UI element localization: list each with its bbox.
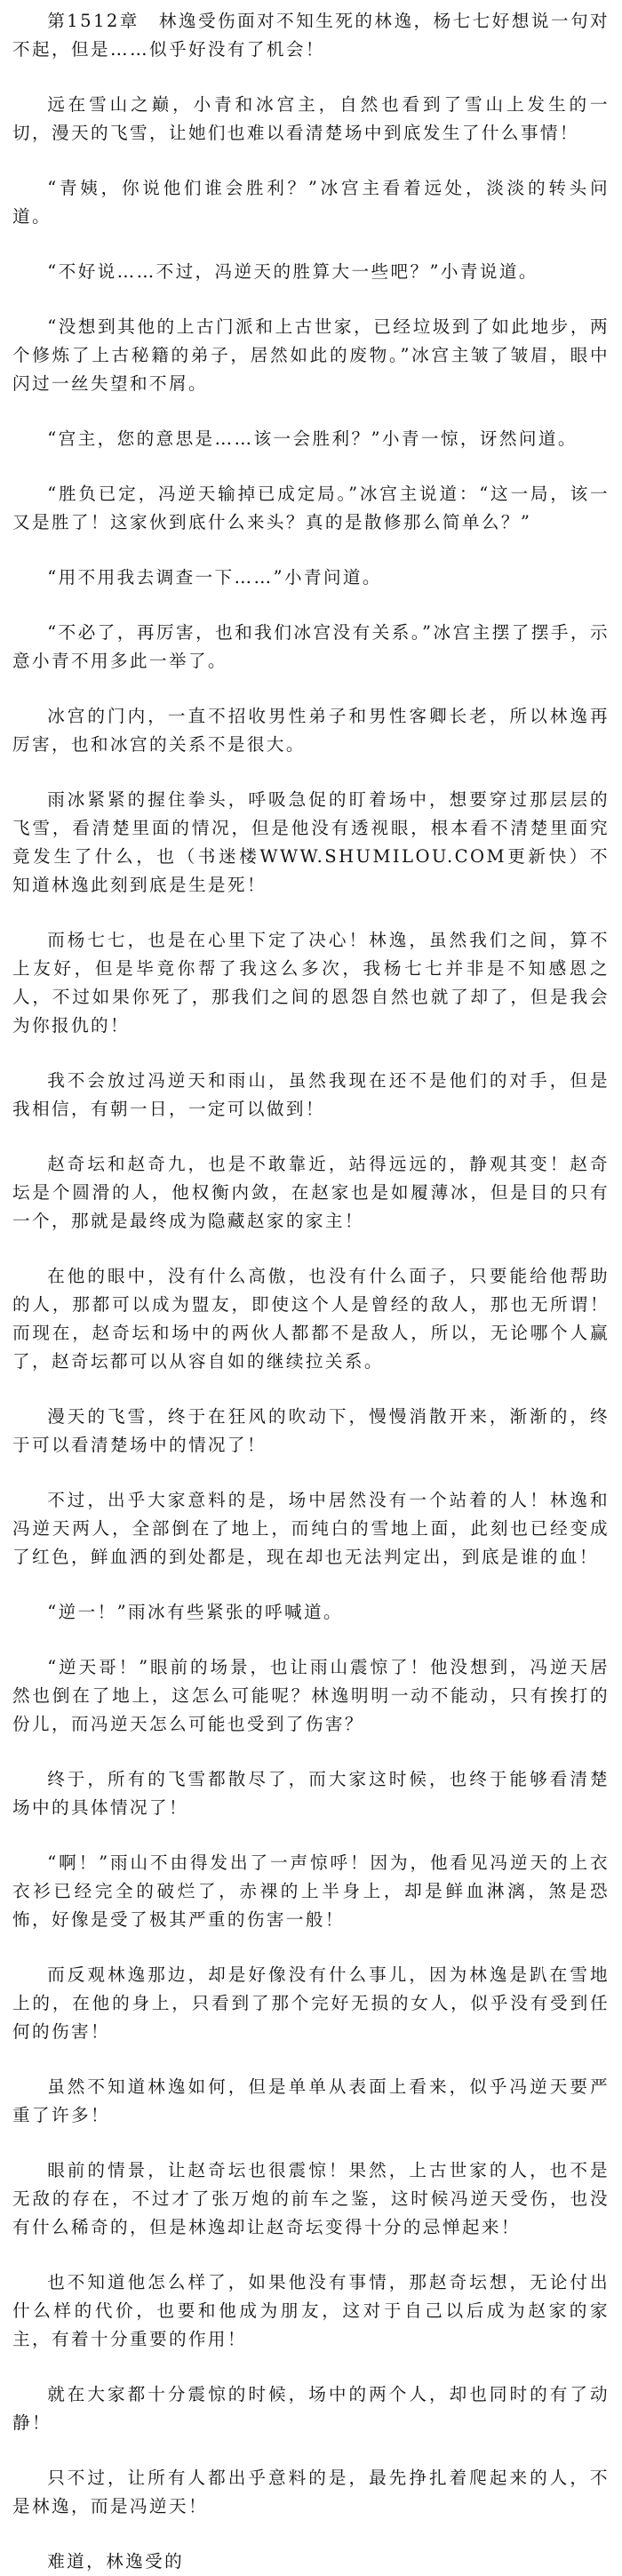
paragraph-1: 第1512章 林逸受伤面对不知生死的林逸，杨七七好想说一句对不起，但是……似乎好没有了机会！ (12, 11, 610, 60)
paragraph-16: 漫天的飞雪，终于在狂风的吹动下，慢慢消散开来，渐渐的，终于可以看清楚场中的情况了！ (12, 1406, 610, 1455)
paragraph-25: 也不知道他怎么样了，如果他没有事情，那赵奇坛想，无论付出什么样的代价，也要和他成为朋友，这对于自己以后成为赵家的家主，有着十分重要的作用！ (12, 2272, 610, 2349)
paragraph-14: 赵奇坛和赵奇九，也是不敢靠近，站得远远的，静观其变！赵奇坛是个圆滑的人，他权衡内敛，在赵家也是如履薄冰，但是目的只有一个，那就是最终成为隐藏赵家的家主！ (12, 1154, 610, 1231)
paragraph-4: “不好说……不过，冯逆天的胜算大一些吧？”小青说道。 (47, 261, 538, 282)
paragraph-10: 冰宫的门内，一直不招收男性弟子和男性客卿长老，所以林逸再厉害，也和冰宫的关系不是很大。 (12, 706, 610, 755)
paragraph-2: 远在雪山之巅，小青和冰宫主，自然也看到了雪山上发生的一切，漫天的飞雪，让她们也难以看清楚场中到底发生了什么事情！ (12, 94, 610, 143)
paragraph-27: 只不过，让所有人都出乎意料的是，最先挣扎着爬起来的人，不是林逸，而是冯逆天！ (12, 2468, 610, 2516)
paragraph-17: 不过，出乎大家意料的是，场中居然没有一个站着的人！林逸和冯逆天两人，全部倒在了地上，而纯白的雪地上面，此刻也已经变成了红色，鲜血洒的到处都是，现在却也无法判定出，到底是谁的血！ (12, 1490, 610, 1567)
paragraph-11: 雨冰紧紧的握住拳头，呼吸急促的盯着场中，想要穿过那层层的飞雪，看清楚里面的情况，但是他没有透视眼，根本看不清楚里面究竟发生了什么，也（书迷楼WWW.SHUMILOU.COM更新快）不知道林逸此刻到底是生是死！ (12, 789, 610, 895)
paragraph-24: 眼前的情景，让赵奇坛也很震惊！果然，上古世家的人，也不是无敌的存在，不过才了张万炮的前车之鉴，这时候冯逆天受伤，也没有什么稀奇的，但是林逸却让赵奇坛变得十分的忌惮起来！ (12, 2160, 610, 2237)
paragraph-22: 而反观林逸那边，却是好像没有什么事儿，因为林逸是趴在雪地上的，在他的身上，只看到了那个完好无损的女人，似乎没有受到任何的伤害！ (12, 1964, 610, 2042)
paragraph-13: 我不会放过冯逆天和雨山，虽然我现在还不是他们的对手，但是我相信，有朝一日，一定可以做到！ (12, 1070, 610, 1119)
paragraph-21: “啊！”雨山不由得发出了一声惊呼！因为，他看见冯逆天的上衣衣衫已经完全的破烂了，赤裸的上半身上，却是鲜血淋漓，煞是恐怖，好像是受了极其严重的伤害一般！ (12, 1852, 610, 1930)
paragraph-18: “逆一！”雨冰有些紧张的呼喊道。 (47, 1602, 343, 1622)
paragraph-19: “逆天哥！”眼前的场景，也让雨山震惊了！他没想到，冯逆天居然也倒在了地上，这怎么可能呢？林逸明明一动不能动，只有挨打的份儿，而冯逆天怎么可能也受到了伤害？ (12, 1657, 610, 1734)
paragraph-15: 在他的眼中，没有什么高傲，也没有什么面子，只要能给他帮助的人，那都可以成为盟友，即使这个人是曾经的敌人，那也无所谓！而现在，赵奇坛和场中的两伙人都都不是敌人，所以，无论哪个人赢了，赵奇坛都可以从容自如的继续拉关系。 (12, 1266, 610, 1372)
paragraph-28: 难道，林逸受的 (47, 2551, 185, 2572)
paragraph-26: 就在大家都十分震惊的时候，场中的两个人，却也同时的有了动静！ (12, 2384, 610, 2433)
paragraph-9: “不必了，再厉害，也和我们冰宫没有关系。”冰宫主摆了摆手，示意小青不用多此一举了。 (12, 622, 610, 671)
paragraph-3: “青姨，你说他们谁会胜利？”冰宫主看着远处，淡淡的转头问道。 (12, 178, 610, 227)
paragraph-12: 而杨七七，也是在心里下定了决心！林逸，虽然我们之间，算不上友好，但是毕竟你帮了我这么多次，我杨七七并非是不知感恩之人，不过如果你死了，那我们之间的恩怨自然也就了却了，但是我会为你报仇的！ (12, 930, 610, 1036)
paragraph-6: “宫主，您的意思是……该一会胜利？”小青一惊，讶然问道。 (47, 428, 578, 449)
paragraph-23: 虽然不知道林逸如何，但是单单从表面上看来，似乎冯逆天要严重了许多！ (12, 2076, 610, 2125)
paragraph-20: 终于，所有的飞雪都散尽了，而大家这时候，也终于能够看清楚场中的具体情况了！ (12, 1769, 610, 1818)
paragraph-5: “没想到其他的上古门派和上古世家，已经垃圾到了如此地步，两个修炼了上古秘籍的弟子，居然如此的废物。”冰宫主皱了皱眉，眼中闪过一丝失望和不屑。 (12, 316, 610, 394)
paragraph-7: “胜负已定，冯逆天输掉已成定局。”冰宫主说道：“这一局，该一又是胜了！这家伙到底什么来头？真的是散修那么简单么？” (12, 484, 610, 532)
paragraph-8: “用不用我去调查一下……”小青问道。 (47, 567, 382, 588)
